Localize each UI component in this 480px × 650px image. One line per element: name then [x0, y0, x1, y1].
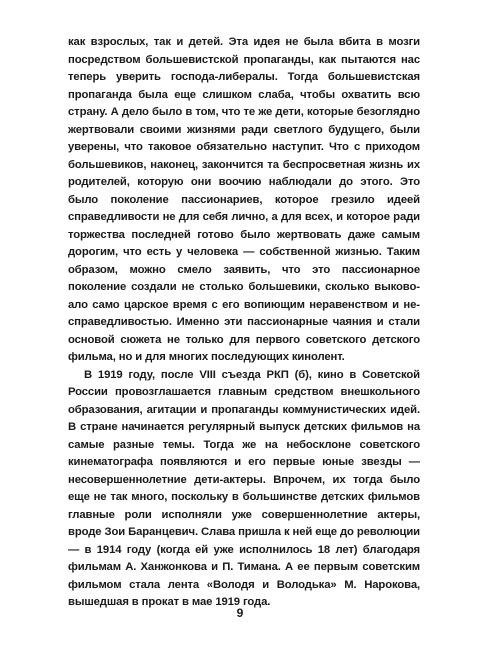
actress-name: Зои Баранцевич — [104, 526, 195, 538]
page-number: 9 — [236, 606, 244, 620]
body-text — [68, 34, 420, 612]
paragraph-1919-text-start: В 1919 году, после VIII съезда РКП (б), кино в Советской России провозглашается главным средством внешкольного образования, агитации и пропаганды коммунистических идей. В стране начинается регулярный выпуск детских фильмов на самые разные темы. Тогда же на небосклоне советского кинематографа появляются и его первые юные звезды — несовершеннолетние дети-актеры. Впрочем, их тогда было еще не так много, поскольку в большинстве детских фильмов главные роли исполняли уже совершеннолетние актеры, вроде — [68, 368, 420, 538]
paragraph-continuation: как взрослых, так и детей. Эта идея не была вбита в мозги посредством большевистской пропаганды, как пытаются нас теперь уверить господа-либералы. Тогда большевистская пропаганда была еще слишком слаба, чтобы охватить всю страну. А дело было в том, что те же дети, которые безоглядно жертвовали своими жизнями ради светлого будущего, были уверены, что таковое обязательно наступит. Что с приходом большевиков, наконец, закончится та беспросветная жизнь их родителей, которую они воочию наблюдали до этого. Это было поколение пассионариев, которое грезило идеей справедливости не для себя лично, а для всех, и которое ради торжества последней готово было жертвовать даже самым дорогим, что есть у человека — собственной жизнью. Таким образом, можно смело заявить, что это пассионарное поколение создали не столько большевики, сколько выковоало само царское время с его вопиющим неравенством и несправедливостью. Именно эти пассионарные чаяния и стали основой сюжета не только для первого советского детского фильма, но и для многих последующих кинолент. — [68, 36, 420, 363]
paragraph-1919-text-end: . Слава пришла к ней еще до революции — в 1914 году (когда ей уже исполнилось 18 лет) благодаря фильмам А. Ханжонкова и П. Тимана. А ее первым советским фильмом стала лента «Володя и Володька» М. Нарокова, вышедшая в прокат в мае 1919 года. — [68, 526, 420, 608]
paragraph-1919 — [68, 367, 420, 612]
